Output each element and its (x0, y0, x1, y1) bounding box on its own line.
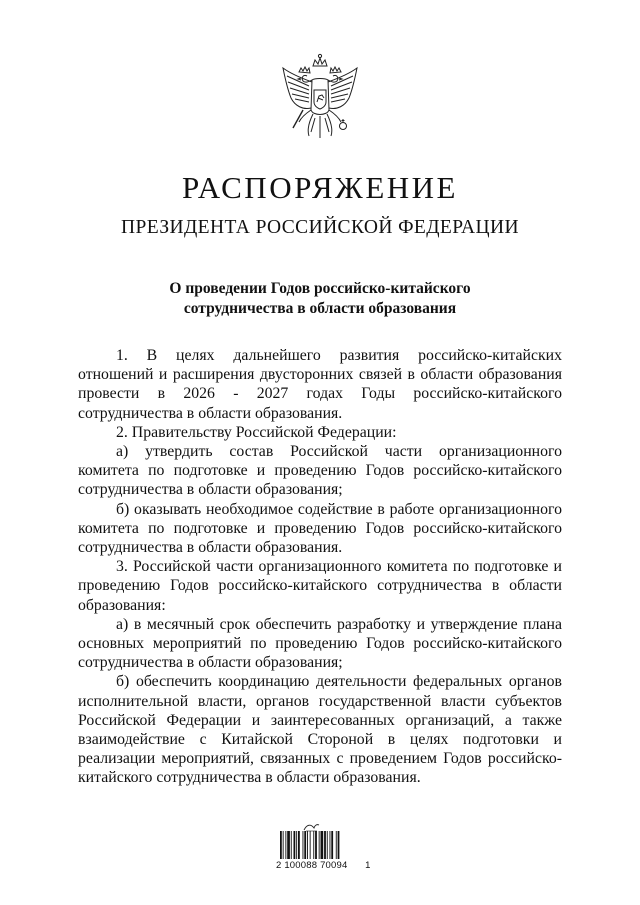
barcode-bar (291, 831, 292, 859)
barcode-bar (304, 831, 306, 859)
barcode-bar (336, 831, 337, 859)
barcode-bar (330, 831, 331, 859)
barcode (280, 831, 360, 859)
barcode-block (276, 822, 371, 874)
barcode-bar (313, 831, 314, 859)
document-title: РАСПОРЯЖЕНИЕ (182, 170, 458, 205)
barcode-bar (310, 831, 311, 859)
barcode-bar (315, 831, 317, 859)
barcode-bar (285, 831, 286, 859)
barcode-number: 2 100088 70094 (276, 860, 348, 871)
barcode-number-line (276, 860, 371, 871)
barcode-bar (283, 831, 284, 859)
barcode-bar (294, 831, 296, 859)
paragraph-2: 2. Правительству Российской Федерации: (116, 423, 397, 441)
barcode-bar (298, 831, 300, 859)
barcode-bar (324, 831, 326, 859)
paragraph-1: 1. В целях дальнейшего развития российско-китайских отношений и расширения двусторонних связей в области образования провести в 2026 - 2027 годах Годы российско-китайского сотрудничества в области образования. (78, 347, 562, 422)
paragraph-3b: б) обеспечить координацию деятельности федеральных органов исполнительной власти, органов государственной власти субъектов Российской Федерации и заинтересованных организаций, а также взаимодействие с Китайской Стороной в целях подготовки и реализации мероприятий, связанных с проведением Годов российско-китайского сотрудничества в области образования. (78, 673, 562, 787)
document-subject (120, 279, 520, 319)
document-body (78, 346, 562, 788)
barcode-bar (303, 831, 304, 859)
paragraph-3a: а) в месячный срок обеспечить разработку и утверждение плана основных мероприятий по проведению Годов российско-китайского сотрудничества в области образования; (78, 615, 562, 672)
paragraph-3: 3. Российской части организационного комитета по подготовке и проведению Годов российско-китайского сотрудничества в области образования: (78, 558, 562, 614)
barcode-bar (338, 831, 340, 859)
paragraph-2a: а) утвердить состав Российской части организационного комитета по подготовке и проведению Годов российско-китайского сотрудничества в области образования; (78, 443, 562, 499)
page-marker: 1 (365, 860, 371, 871)
issuer-subtitle: ПРЕЗИДЕНТА РОССИЙСКОЙ ФЕДЕРАЦИИ (121, 217, 519, 238)
barcode-bar (321, 831, 324, 859)
barcode-bar (280, 831, 282, 859)
barcode-bar (331, 831, 333, 859)
subject-line: О проведении Годов российско-китайского (169, 280, 471, 297)
barcode-bar (327, 831, 328, 859)
barcode-bar (319, 831, 320, 859)
subject-line: сотрудничества в области образования (183, 300, 457, 317)
barcode-bar (287, 831, 290, 859)
barcode-bar (296, 831, 297, 859)
barcode-bar (307, 831, 308, 859)
paragraph-2b: б) оказывать необходимое содействие в работе организационного комитета по подготовке и проведению Годов российско-китайского сотрудничества в области образования. (78, 500, 562, 557)
coat-of-arms-emblem (279, 52, 361, 148)
